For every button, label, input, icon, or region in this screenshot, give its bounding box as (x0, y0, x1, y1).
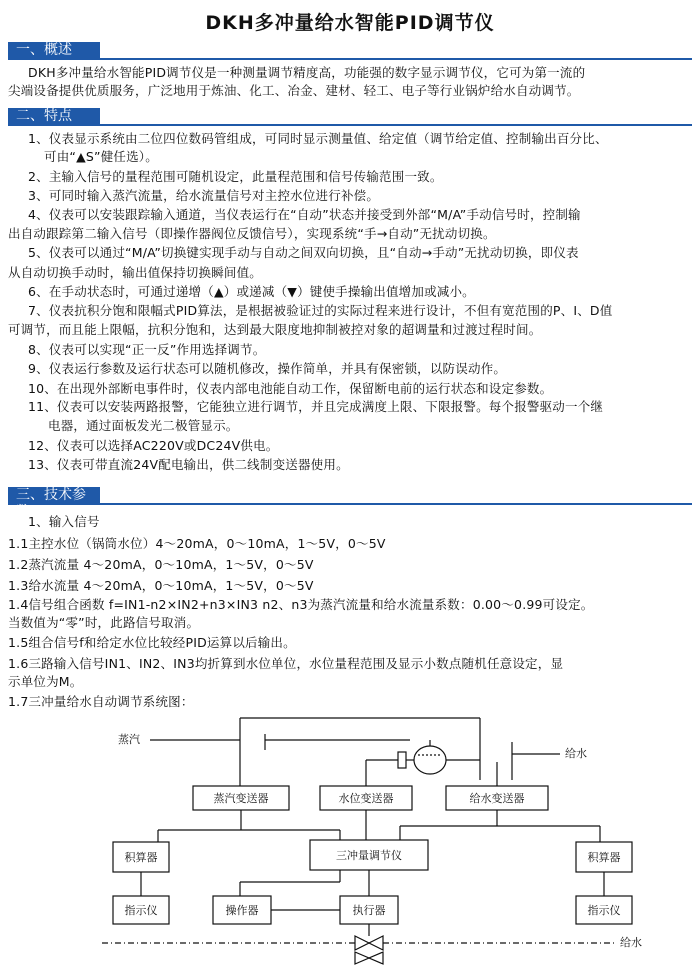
feature-line: 1、仪表显示系统由二位四位数码管组成，可同时显示测量值、给定值（调节给定值、控制输出百分比、 (28, 131, 608, 146)
operator-label: 操作器 (225, 904, 259, 917)
indicator-right-label: 指示仪 (587, 904, 621, 917)
param-line: 1.1主控水位（锅筒水位）4～20mA，0～10mA，1～5V，0～5V (8, 536, 386, 551)
feed-transmitter-label: 给水变送器 (469, 792, 525, 805)
feedwater-top-label: 给水 (565, 747, 587, 760)
section-title: 三、技术参数 (8, 487, 100, 504)
paragraph-line: DKH多冲量给水智能PID调节仪是一种测量调节精度高，功能强的数字显示调节仪，它可为第一流的 (28, 65, 586, 80)
section-header-params (8, 487, 100, 520)
feature-line: 8、仪表可以实现“正一反”作用选择调节。 (28, 342, 266, 357)
feature-line: 13、仪表可带直流24V配电输出，供二线制变送器使用。 (28, 457, 349, 472)
level-transmitter-label: 水位变送器 (338, 792, 394, 805)
section-divider (8, 503, 692, 505)
section-title: 二、特点 (8, 108, 100, 125)
integrator-left-label: 积算器 (124, 851, 158, 864)
feature-line: 出自动跟踪第二输入信号（即操作器阀位反馈信号），实现系统“手→自动”无扰动切换。 (8, 226, 496, 241)
steam-transmitter-label: 蒸汽变送器 (213, 792, 269, 805)
feature-line: 可调节，而且能上限幅，抗积分饱和，达到最大限度地抑制被控对象的超调量和过渡过程时间。 (8, 322, 542, 337)
feature-line: 11、仪表可以安装两路报警，它能独立进行调节，并且完成满度上限、下限报警。每个报警驱动一个继 (28, 399, 604, 414)
param-line: 1.2蒸汽流量 4～20mA，0～10mA，1～5V，0～5V (8, 557, 314, 572)
section-divider (8, 58, 692, 60)
feature-line: 4、仪表可以安装跟踪输入通道，当仪表运行在“自动”状态并接受到外部“M/A”手动信号时，控制输 (28, 207, 581, 222)
control-system-diagram (0, 710, 700, 966)
feature-line: 6、在手动状态时，可通过递增（▲）或递减（▼）键使手操输出值增加或减小。 (28, 284, 475, 299)
feature-line: 2、主输入信号的量程范围可随机设定，此量程范围和信号传输范围一致。 (28, 169, 443, 184)
feature-line: 7、仪表抗积分饱和限幅式PID算法，是根据被验证过的实际过程来进行设计，不但有宽范围的P、I、D值 (28, 303, 613, 318)
section-header-features (8, 108, 100, 125)
param-line: 1.4信号组合函数 f=IN1-n2×IN2+n3×IN3 n2、n3为蒸汽流量和给水流量系数：0.00～0.99可设定。 (8, 597, 594, 612)
param-line: 1.7三冲量给水自动调节系统图： (8, 694, 194, 709)
param-line: 1.3给水流量 4～20mA，0～10mA，1～5V，0～5V (8, 578, 314, 593)
param-line: 示单位为M。 (8, 674, 83, 689)
param-line: 1.6三路输入信号IN1、IN2、IN3均折算到水位单位，水位量程范围及显示小数点随机任意设定，显 (8, 656, 564, 671)
integrator-right-label: 积算器 (587, 851, 621, 864)
controller-label: 三冲量调节仪 (336, 849, 402, 862)
section-title: 一、概述 (8, 42, 100, 59)
feature-line: 3、可同时输入蒸汽流量，给水流量信号对主控水位进行补偿。 (28, 188, 380, 203)
indicator-left-label: 指示仪 (124, 904, 158, 917)
param-line: 当数值为“零”时，此路信号取消。 (8, 615, 200, 630)
actuator-label: 执行器 (352, 904, 386, 917)
feature-line: 电器，通过面板发光二极管显示。 (48, 418, 239, 433)
page-title: DKH多冲量给水智能PID调节仪 (205, 12, 495, 34)
feature-line: 9、仪表运行参数及运行状态可以随机修改，操作简单，并具有保密锁，以防误动作。 (28, 361, 507, 376)
param-line: 1、输入信号 (28, 514, 100, 529)
feature-line: 5、仪表可以通过“M/A”切换键实现手动与自动之间双向切换，且“自动→手动”无扰动切换，即仪表 (28, 245, 579, 260)
feature-line: 10、在出现外部断电事件时，仪表内部电池能自动工作，保留断电前的运行状态和设定参数。 (28, 381, 553, 396)
section-divider (8, 124, 692, 126)
feedwater-bottom-label: 给水 (620, 936, 642, 949)
feature-line: 可由“▲S”健任选）。 (44, 149, 158, 164)
feature-line: 从自动切换手动时，输出值保持切换瞬间值。 (8, 265, 263, 280)
steam-label: 蒸汽 (118, 733, 140, 746)
paragraph-line: 尖端设备提供优质服务，广泛地用于炼油、化工、冶金、建材、轻工、电子等行业锅炉给水自动调节。 (8, 83, 580, 98)
section-header-overview (8, 42, 100, 59)
feature-line: 12、仪表可以选择AC220V或DC24V供电。 (28, 438, 279, 453)
param-line: 1.5组合信号f和给定水位比较经PID运算以后输出。 (8, 635, 296, 650)
